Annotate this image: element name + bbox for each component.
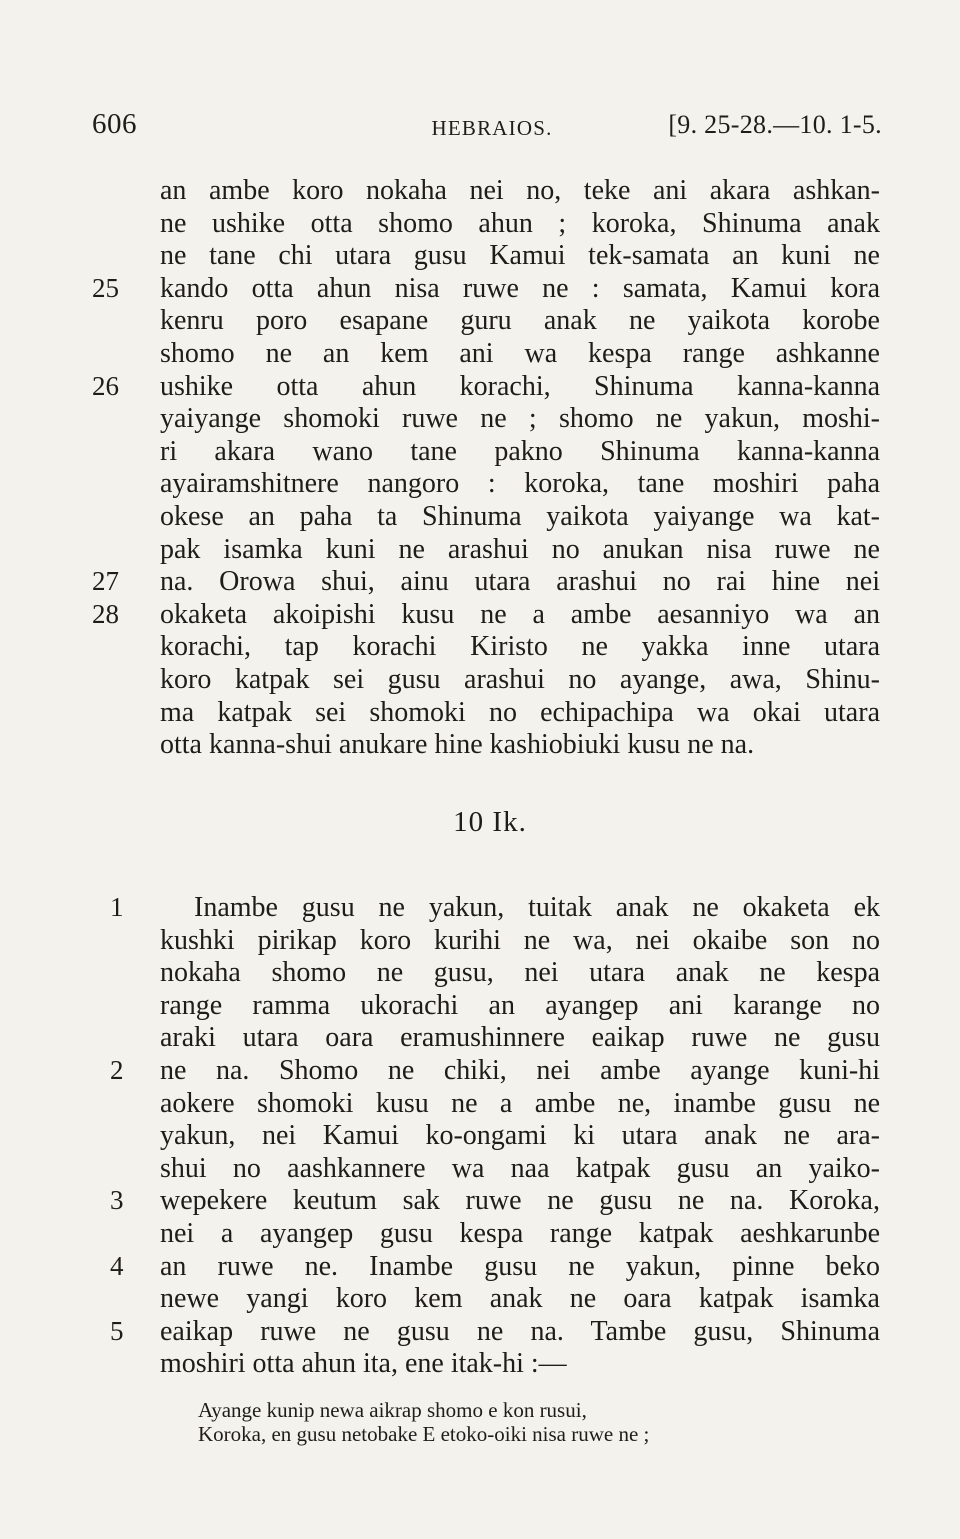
text-line xyxy=(0,272,960,305)
text-line xyxy=(0,696,960,729)
running-title: HEBRAIOS. xyxy=(431,116,553,140)
verse-number: 4 xyxy=(110,1250,124,1281)
text-line xyxy=(0,174,960,207)
line-text: ri akara wano tane pakno Shinuma kanna-kanna xyxy=(160,435,880,467)
line-text: koro katpak sei gusu arashui no ayange, awa, Shinu- xyxy=(160,664,880,695)
line-text: ushike otta ahun korachi, Shinuma kanna-kanna xyxy=(160,370,880,402)
text-line xyxy=(0,1347,960,1380)
text-line xyxy=(0,1087,960,1120)
text-line xyxy=(0,1184,960,1217)
text-line xyxy=(0,598,960,631)
line-text: shui no aashkannere wa naa katpak gusu an yaiko- xyxy=(160,1152,880,1184)
text-line xyxy=(0,891,960,924)
line-text: nei a ayangep gusu kespa range katpak aeshkarunbe xyxy=(160,1218,880,1249)
line-text: na. Orowa shui, ainu utara arashui no rai hine nei xyxy=(160,566,880,598)
verse-number: 3 xyxy=(110,1185,124,1216)
verse-number: 26 xyxy=(92,370,119,401)
text-line xyxy=(0,1315,960,1348)
line-text: shomo ne an kem ani wa kespa range ashkanne xyxy=(160,338,880,369)
text-line xyxy=(0,1119,960,1152)
text-line xyxy=(0,304,960,337)
line-text: Inambe gusu ne yakun, tuitak anak ne okaketa ek xyxy=(194,892,880,923)
text-line xyxy=(0,989,960,1022)
verse-number: 27 xyxy=(92,566,119,597)
line-text: wepekere keutum sak ruwe ne gusu ne na. Koroka, xyxy=(160,1185,880,1217)
text-line xyxy=(0,956,960,989)
text-line xyxy=(0,500,960,533)
line-text: moshiri otta ahun ita, ene itak-hi :— xyxy=(160,1348,567,1380)
line-text: okese an paha ta Shinuma yaikota yaiyange wa kat- xyxy=(160,501,880,532)
text-line xyxy=(0,370,960,403)
page-header xyxy=(92,108,882,148)
verse-number: 1 xyxy=(110,892,124,922)
text-line xyxy=(0,207,960,240)
line-text: korachi, tap korachi Kiristo ne yakka inne utara xyxy=(160,631,880,663)
line-text: aokere shomoki kusu ne a ambe ne, inambe gusu ne xyxy=(160,1087,880,1119)
line-text: ne tane chi utara gusu Kamui tek-samata an kuni ne xyxy=(160,240,880,272)
text-line xyxy=(0,337,960,370)
text-line xyxy=(0,402,960,435)
text-line xyxy=(0,435,960,468)
text-line xyxy=(0,924,960,957)
chapter-heading: 10 Ik. xyxy=(453,806,527,838)
line-text: pak isamka kuni ne arashui no anukan nisa ruwe ne xyxy=(160,533,880,565)
text-line xyxy=(0,1152,960,1185)
text-line xyxy=(0,467,960,500)
verse-number: 28 xyxy=(92,598,119,629)
text-line xyxy=(0,663,960,696)
page-number: 606 xyxy=(92,108,137,140)
line-text: yaiyange shomoki ruwe ne ; shomo ne yakun, moshi- xyxy=(160,403,880,435)
line-text: otta kanna-shui anukare hine kashiobiuki kusu ne na. xyxy=(160,729,755,761)
text-line xyxy=(0,239,960,272)
line-text: an ambe koro nokaha nei no, teke ani akara ashkan- xyxy=(160,175,880,206)
line-text: eaikap ruwe ne gusu ne na. Tambe gusu, Shinuma xyxy=(160,1315,880,1347)
text-line xyxy=(0,1054,960,1087)
text-line xyxy=(0,630,960,663)
text-line xyxy=(0,1250,960,1283)
line-text: ma katpak sei shomoki no echipachipa wa okai utara xyxy=(160,696,880,728)
text-line xyxy=(0,728,960,761)
line-text: kenru poro esapane guru anak ne yaikota korobe xyxy=(160,305,880,337)
line-text: ne ushike otta shomo ahun ; koroka, Shinuma anak xyxy=(160,207,880,239)
text-line xyxy=(0,533,960,566)
line-text: ne na. Shomo ne chiki, nei ambe ayange kuni-hi xyxy=(160,1055,880,1086)
text-line xyxy=(0,1217,960,1250)
line-text: araki utara oara eramushinnere eaikap ruwe ne gusu xyxy=(160,1022,880,1054)
quote-line: Ayange kunip newa aikrap shomo e kon rusui, xyxy=(198,1398,587,1422)
line-text: range ramma ukorachi an ayangep ani karange no xyxy=(160,989,880,1021)
text-line xyxy=(0,1282,960,1315)
quote-line: Koroka, en gusu netobake E etoko-oiki nisa ruwe ne ; xyxy=(198,1422,650,1446)
text-line xyxy=(0,1021,960,1054)
verse-number: 25 xyxy=(92,272,119,303)
line-text: an ruwe ne. Inambe gusu ne yakun, pinne beko xyxy=(160,1250,880,1282)
text-line xyxy=(0,565,960,598)
line-text: yakun, nei Kamui ko-ongami ki utara anak ne ara- xyxy=(160,1120,880,1152)
line-text: nokaha shomo ne gusu, nei utara anak ne kespa xyxy=(160,957,880,989)
line-text: newe yangi koro kem anak ne oara katpak isamka xyxy=(160,1283,880,1315)
verse-number: 5 xyxy=(110,1315,124,1346)
line-text: kando otta ahun nisa ruwe ne : samata, Kamui kora xyxy=(160,272,880,304)
chapter-verse-reference: [9. 25-28.—10. 1-5. xyxy=(668,110,882,139)
line-text: kushki pirikap koro kurihi ne wa, nei okaibe son no xyxy=(160,924,880,956)
verse-number: 2 xyxy=(110,1055,124,1085)
line-text: ayairamshitnere nangoro : koroka, tane moshiri paha xyxy=(160,468,880,500)
line-text: okaketa akoipishi kusu ne a ambe aesanniyo wa an xyxy=(160,598,880,630)
